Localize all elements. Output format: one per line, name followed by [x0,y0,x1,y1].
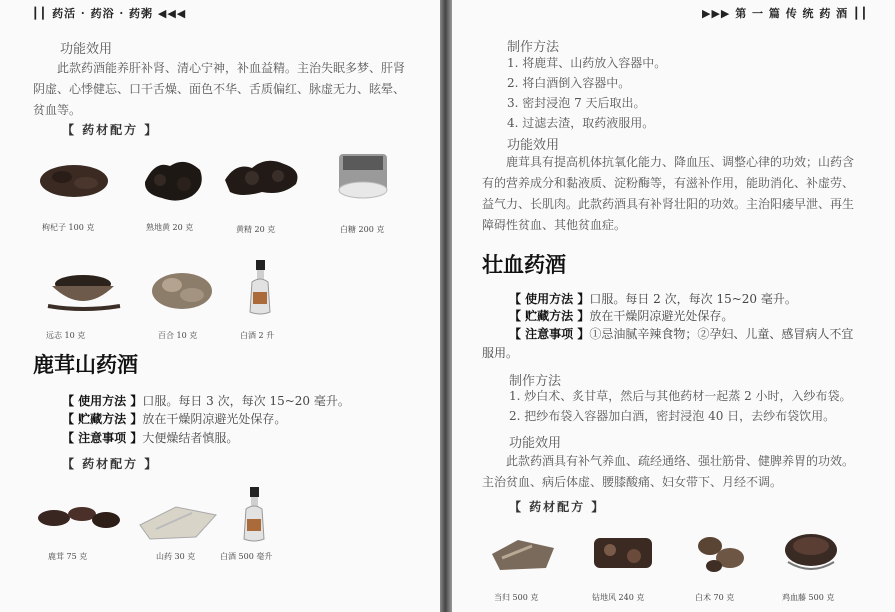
caution-text: ①忌油腻辛辣食物；②孕妇、儿童、感冒病人不宜服用。 [482,327,854,360]
caution-label: 【 注意事项 】 [62,431,143,445]
usage-text: 口服。每日 2 次，每次 15~20 毫升。 [589,292,797,306]
schizophragma-pieces-image [588,530,658,574]
formula-title: 【 药材配方 】 [62,123,159,137]
method-step: 1. 将鹿茸、山药放入容器中。 [507,56,667,70]
method-heading: 制作方法 [509,374,562,389]
method-step: 1. 炒白术、炙甘草，然后与其他药材一起蒸 2 小时，入纱布袋。 [509,389,852,403]
storage-text: 放在干燥阴凉避光处保存。 [142,412,287,426]
ingredient-caption: 鸡血藤 500 克 [782,593,835,602]
storage-text: 放在干燥阴凉避光处保存。 [589,309,734,323]
formula-title: 【 药材配方 】 [509,500,606,514]
storage-row [62,410,286,429]
usage-row [62,392,350,411]
ingredient-caption: 白酒 2 升 [240,331,275,340]
ingredient-caption: 当归 500 克 [494,593,539,602]
effect-text: 此款药酒具有补气养血、疏经通络、强壮筋骨、健脾养胃的功效。主治贫血、病后体虚、腰膝酸痛、妇女带下、月经不调。 [482,454,855,489]
method-list [509,386,869,426]
usage-label: 【 使用方法 】 [62,394,143,408]
ingredient-caption: 钻地风 240 克 [592,593,645,602]
sugar-bag-image [335,150,391,202]
method-list [507,53,666,133]
recipe-title: 壮血药酒 [482,253,566,277]
goji-berries-image [36,155,112,203]
ingredient-caption: 白酒 500 毫升 [220,552,273,561]
antler-slices-image [34,500,122,536]
liquor-bottle-image [240,485,268,543]
ingredient-caption: 百合 10 克 [158,331,198,340]
ingredient-caption: 白术 70 克 [695,593,735,602]
polygonatum-root-image [222,152,304,202]
ingredient-caption: 白糖 200 克 [340,225,385,234]
method-step: 3. 密封浸泡 7 天后取出。 [507,96,646,110]
method-step: 2. 将白酒倒入容器中。 [507,76,631,90]
ingredient-caption: 山药 30 克 [156,552,196,561]
formula-title: 【 药材配方 】 [62,457,159,471]
yam-slices-image [136,495,220,543]
left-page [0,0,440,612]
caution-row [62,429,238,448]
effect-heading: 功能效用 [60,42,113,57]
caution-label: 【 注意事项 】 [509,327,590,341]
spatholobus-bowl-image [780,528,842,576]
angelica-root-image [488,530,558,574]
atractylodes-slices-image [692,530,748,576]
storage-row [509,307,733,326]
effect-heading: 功能效用 [507,138,560,153]
storage-label: 【 贮藏方法 】 [509,309,590,323]
ingredient-caption: 鹿茸 75 克 [48,552,88,561]
effect-text: 鹿茸具有提高机体抗氧化能力、降血压、调整心律的功效；山药含有的营养成分和黏液质、淀粉酶等，有滋补作用，能助消化、补虚劳、益气力、长肌肉。此款药酒具有补肾壮阳的功效。主治阳痿早泄、再生障碍性贫血、其他贫血症。 [482,155,855,232]
effect-text: 此款药酒能养肝补肾、清心宁神，补血益精。主治失眠多梦、肝肾阴虚、心悸健忘、口干舌燥、面色不华、舌质偏红、脉虚无力、眩晕、贫血等。 [33,61,406,117]
right-page-header: ▶▶▶ 第 一 篇 传 统 药 酒 ┃┃ [702,7,869,20]
effect-heading: 功能效用 [509,436,562,451]
liquor-bottle-image [246,258,274,316]
recipe-title: 鹿茸山药酒 [33,353,138,377]
ingredient-caption: 枸杞子 100 克 [42,223,95,232]
lily-bulb-image [150,265,214,313]
ingredient-caption: 黄精 20 克 [236,225,276,234]
ingredient-caption: 熟地黄 20 克 [146,223,194,232]
method-step: 4. 过滤去渣，取药液服用。 [507,116,655,130]
usage-label: 【 使用方法 】 [509,292,590,306]
rehmannia-root-image [140,152,208,206]
caution-row [482,325,862,363]
right-page [452,0,895,612]
storage-label: 【 贮藏方法 】 [62,412,143,426]
polygala-bowl-image [40,270,126,314]
usage-text: 口服。每日 3 次，每次 15~20 毫升。 [142,394,350,408]
book-gutter [440,0,452,612]
ingredient-caption: 远志 10 克 [46,331,86,340]
method-step: 2. 把纱布袋入容器加白酒，密封浸泡 40 日，去纱布袋饮用。 [509,409,836,423]
method-heading: 制作方法 [507,40,560,55]
caution-text: 大便燥结者慎服。 [142,431,239,445]
left-page-header: ┃┃ 药活 · 药浴 · 药粥 ◀◀◀ [32,7,187,20]
